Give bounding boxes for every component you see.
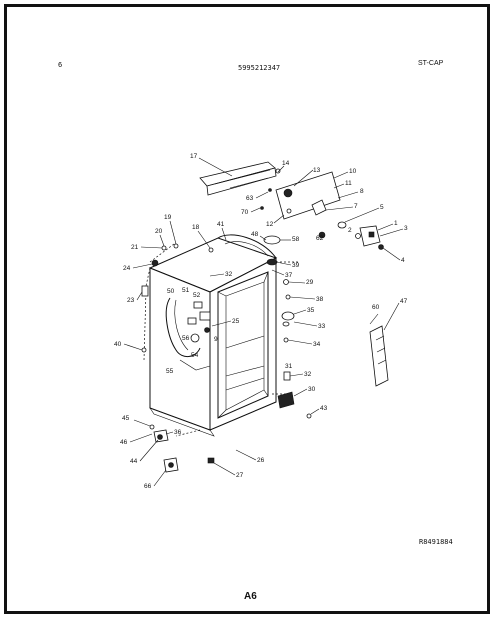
callout-58: 58 bbox=[292, 236, 300, 243]
grommet bbox=[267, 259, 277, 265]
page-label: A6 bbox=[244, 591, 257, 602]
callout-32: 32 bbox=[225, 271, 233, 278]
screw bbox=[162, 246, 166, 250]
callout-45: 45 bbox=[122, 415, 130, 422]
knob bbox=[338, 222, 346, 228]
callout-5: 5 bbox=[380, 204, 384, 211]
callout-2: 2 bbox=[348, 227, 352, 234]
callout-29: 29 bbox=[306, 279, 314, 286]
callout-23: 23 bbox=[127, 297, 135, 304]
refrigerator-cabinet bbox=[150, 235, 276, 436]
screw bbox=[307, 414, 311, 418]
callout-55: 55 bbox=[166, 368, 174, 375]
screw bbox=[174, 244, 178, 248]
light-socket bbox=[282, 312, 294, 320]
model-code: ST-CAP bbox=[418, 60, 444, 67]
control-housing-cover bbox=[200, 162, 276, 195]
callout-50: 50 bbox=[167, 288, 175, 295]
callout-52: 52 bbox=[193, 292, 201, 299]
screw bbox=[142, 348, 146, 352]
callout-13: 13 bbox=[313, 167, 321, 174]
callout-43: 43 bbox=[320, 405, 328, 412]
callout-47: 47 bbox=[400, 298, 408, 305]
callout-9: 9 bbox=[214, 336, 218, 343]
callout-14: 14 bbox=[282, 160, 290, 167]
callout-36: 36 bbox=[174, 429, 182, 436]
callout-38: 38 bbox=[316, 296, 324, 303]
callout-70: 70 bbox=[241, 209, 249, 216]
drain-tube bbox=[236, 450, 248, 456]
callout-32b: 32 bbox=[304, 371, 312, 378]
callout-54: 54 bbox=[191, 352, 199, 359]
callout-31: 31 bbox=[285, 363, 293, 370]
callout-51: 51 bbox=[182, 287, 190, 294]
callout-24: 24 bbox=[123, 265, 131, 272]
callout-19: 19 bbox=[164, 214, 172, 221]
callout-39: 39 bbox=[292, 262, 300, 269]
callout-4: 4 bbox=[401, 257, 405, 264]
callout-41: 41 bbox=[217, 221, 225, 228]
callout-10: 10 bbox=[349, 168, 357, 175]
callout-66: 66 bbox=[144, 483, 152, 490]
screw bbox=[284, 338, 288, 342]
light-bulb bbox=[283, 322, 289, 326]
callout-30: 30 bbox=[308, 386, 316, 393]
callout-1: 1 bbox=[394, 220, 398, 227]
callout-8: 8 bbox=[360, 188, 364, 195]
drawing-number: R8491884 bbox=[419, 538, 453, 546]
roller bbox=[158, 435, 163, 440]
callout-48: 48 bbox=[251, 231, 259, 238]
clip bbox=[284, 372, 290, 380]
callout-56: 56 bbox=[182, 335, 190, 342]
screw bbox=[152, 260, 158, 266]
callout-12: 12 bbox=[266, 221, 274, 228]
screw bbox=[209, 248, 213, 252]
callout-60: 60 bbox=[372, 304, 380, 311]
screw bbox=[284, 280, 289, 285]
callout-27: 27 bbox=[236, 472, 244, 479]
callout-25: 25 bbox=[232, 318, 240, 325]
clip bbox=[208, 458, 214, 463]
screw bbox=[261, 207, 264, 210]
leveling-leg bbox=[278, 392, 294, 408]
callout-20: 20 bbox=[155, 228, 163, 235]
thermostat-bulb bbox=[264, 236, 280, 244]
page-number: 6 bbox=[58, 61, 63, 69]
callout-21: 21 bbox=[131, 244, 139, 251]
callout-3: 3 bbox=[404, 225, 408, 232]
screw-shaft bbox=[134, 420, 150, 426]
screw bbox=[269, 189, 272, 192]
callout-33: 33 bbox=[318, 323, 326, 330]
foot-pad bbox=[169, 463, 174, 468]
part-number: 5995212347 bbox=[238, 64, 281, 72]
shelf-rail bbox=[370, 314, 388, 386]
control-panel-plate bbox=[276, 172, 340, 219]
callout-34: 34 bbox=[313, 341, 321, 348]
callout-18: 18 bbox=[192, 224, 200, 231]
callout-37: 37 bbox=[285, 272, 293, 279]
callout-63: 63 bbox=[246, 195, 254, 202]
callout-44: 44 bbox=[130, 458, 138, 465]
callout-62: 62 bbox=[316, 235, 324, 242]
spacer bbox=[142, 286, 148, 296]
callout-7: 7 bbox=[354, 203, 358, 210]
callout-35: 35 bbox=[307, 307, 315, 314]
callout-26: 26 bbox=[257, 457, 265, 464]
callout-46: 46 bbox=[120, 439, 128, 446]
callout-40: 40 bbox=[114, 341, 122, 348]
callout-11: 11 bbox=[345, 180, 352, 187]
screw bbox=[150, 425, 154, 429]
screw bbox=[286, 295, 290, 299]
callout-17: 17 bbox=[190, 153, 198, 160]
